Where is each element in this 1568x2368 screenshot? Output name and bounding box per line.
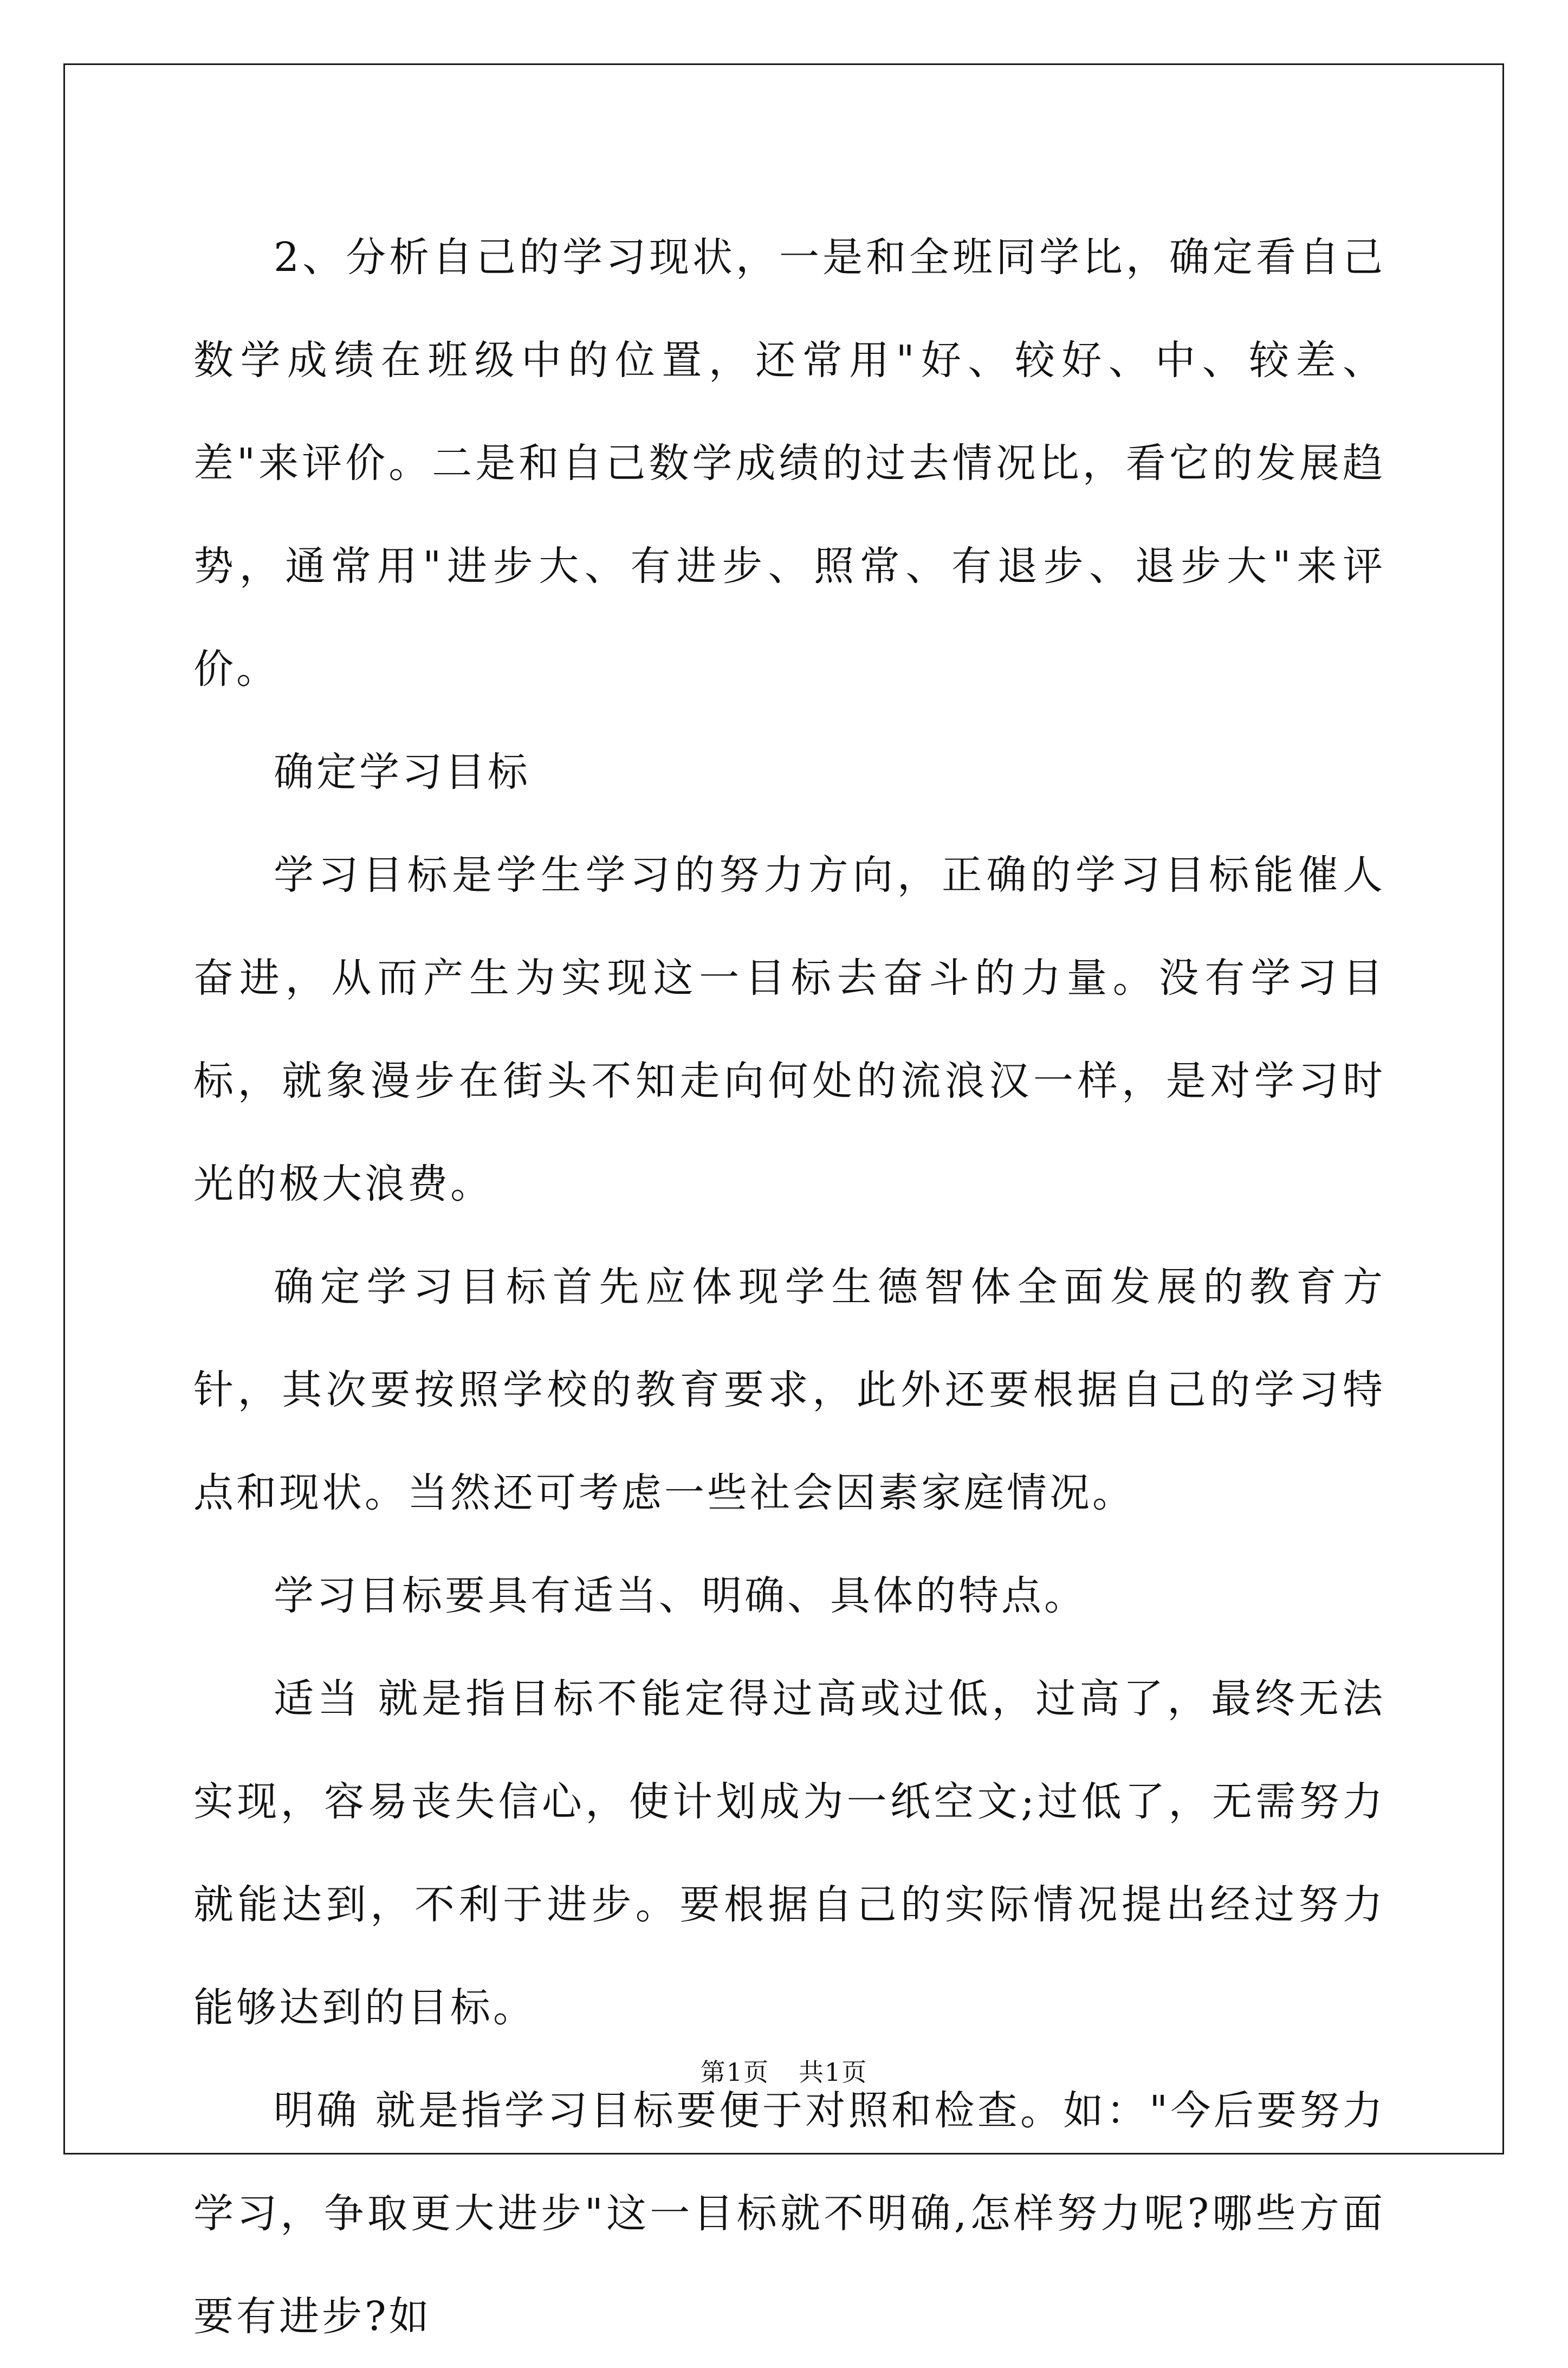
- paragraph-2: 学习目标是学生学习的努力方向，正确的学习目标能催人奋进，从而产生为实现这一目标去奋斗的力量。没有学习目标，就象漫步在街头不知走向何处的流浪汉一样，是对学习时光的极大浪费。: [193, 852, 1385, 1207]
- paragraph-6: 明确 就是指学习目标要便于对照和检查。如："今后要努力学习，争取更大进步"这一目标就不明确,怎样努力呢?哪些方面要有进步?如: [193, 2087, 1385, 2340]
- paragraph-3: 确定学习目标首先应体现学生德智体全面发展的教育方针，其次要按照学校的教育要求，此外还要根据自己的学习特点和现状。当然还可考虑一些社会因素家庭情况。: [193, 1264, 1385, 1516]
- paragraph-1: 2、分析自己的学习现状，一是和全班同学比，确定看自己数学成绩在班级中的位置，还常用"好、较好、中、较差、差"来评价。二是和自己数学成绩的过去情况比，看它的发展趋势，通常用"进步大、有进步、照常、有退步、退步大"来评价。: [193, 234, 1385, 693]
- page-number-current: 第1页: [700, 2058, 769, 2087]
- section-heading: 确定学习目标: [274, 749, 530, 795]
- document-body: [193, 206, 1385, 2368]
- paragraph-5: 适当 就是指目标不能定得过高或过低，过高了，最终无法实现，容易丧失信心，使计划成为一纸空文;过低了，无需努力就能达到，不利于进步。要根据自己的实际情况提出经过努力能够达到的目标。: [193, 1675, 1385, 2031]
- page-number-total: 共1页: [799, 2058, 868, 2087]
- page-footer: [0, 2053, 1568, 2088]
- paragraph-4: 学习目标要具有适当、明确、具体的特点。: [274, 1573, 1087, 1619]
